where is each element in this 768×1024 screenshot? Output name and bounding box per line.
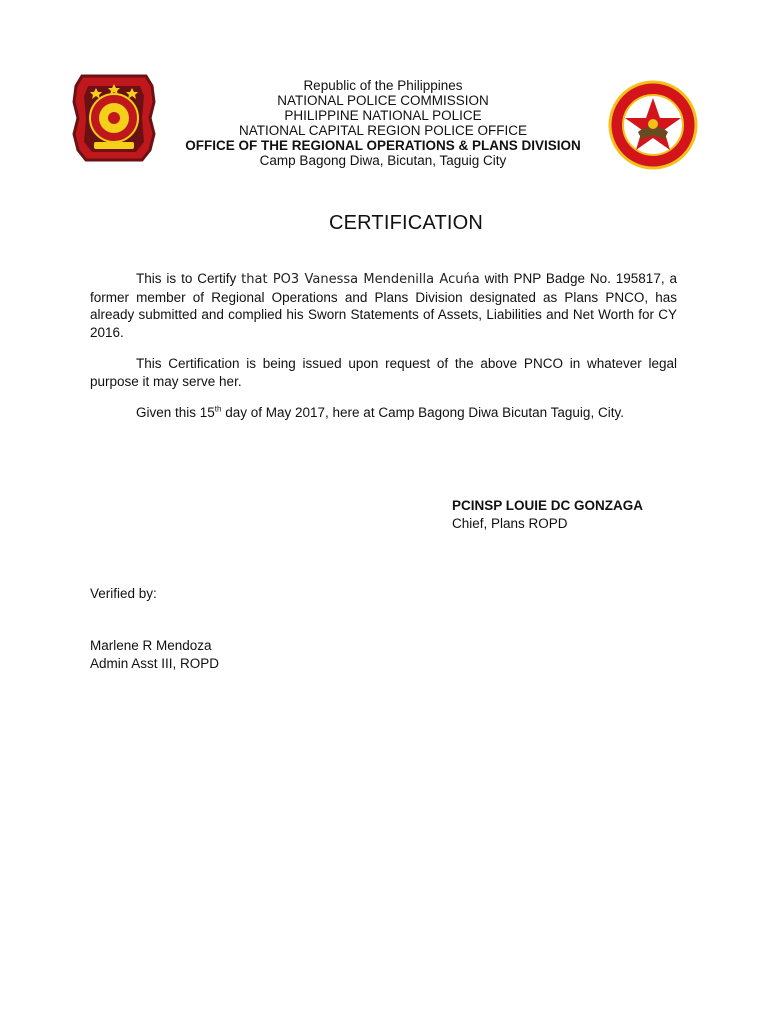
verifier-position: Admin Asst III, ROPD [90, 656, 220, 671]
verifier-name: Marlene R Mendoza [90, 638, 212, 653]
signatory-position: Chief, Plans ROPD [452, 516, 568, 531]
certify-details: with PNP Badge No. 195817, a former member of Regional Operations and Plans Division designated as Plans PNCO, has already submitted and complied his Sworn Statements of Assets, Liabilities and Net Worth for CY 2016. [90, 271, 677, 340]
given-paragraph [90, 404, 677, 422]
letterhead [150, 78, 616, 168]
given-intro: Given this 15 [136, 405, 215, 420]
signatory-block [452, 497, 643, 533]
signatory-name: PCINSP LOUIE DC GONZAGA [452, 498, 644, 513]
given-ordinal: th [214, 404, 222, 414]
header-republic: Republic of the Philippines [303, 78, 463, 93]
purpose-paragraph: This Certification is being issued upon request of the above PNCO in whatever legal purpose it may serve her. [90, 356, 677, 389]
document-title: CERTIFICATION [328, 212, 484, 234]
header-napolcom: NATIONAL POLICE COMMISSION [277, 93, 489, 108]
pnp-seal-icon [70, 72, 158, 164]
given-details: day of May 2017, here at Camp Bagong Diwa Bicutan Taguig, City. [221, 405, 624, 420]
verifier-block [90, 637, 219, 673]
document-body [90, 270, 677, 436]
certified-person: that PO3 Vanessa Mendenilla Acuńa [241, 272, 480, 287]
header-address: Camp Bagong Diwa, Bicutan, Taguig City [259, 153, 507, 168]
certify-paragraph [90, 270, 677, 341]
header-ncrpo: NATIONAL CAPITAL REGION POLICE OFFICE [238, 123, 528, 138]
certify-intro: This is to Certify [136, 271, 242, 286]
header-pnp: PHILIPPINE NATIONAL POLICE [284, 108, 482, 123]
verified-label: Verified by: [90, 586, 157, 601]
ncrpo-seal-icon [602, 80, 704, 170]
header-office: OFFICE OF THE REGIONAL OPERATIONS & PLANS DIVISION [185, 138, 581, 153]
